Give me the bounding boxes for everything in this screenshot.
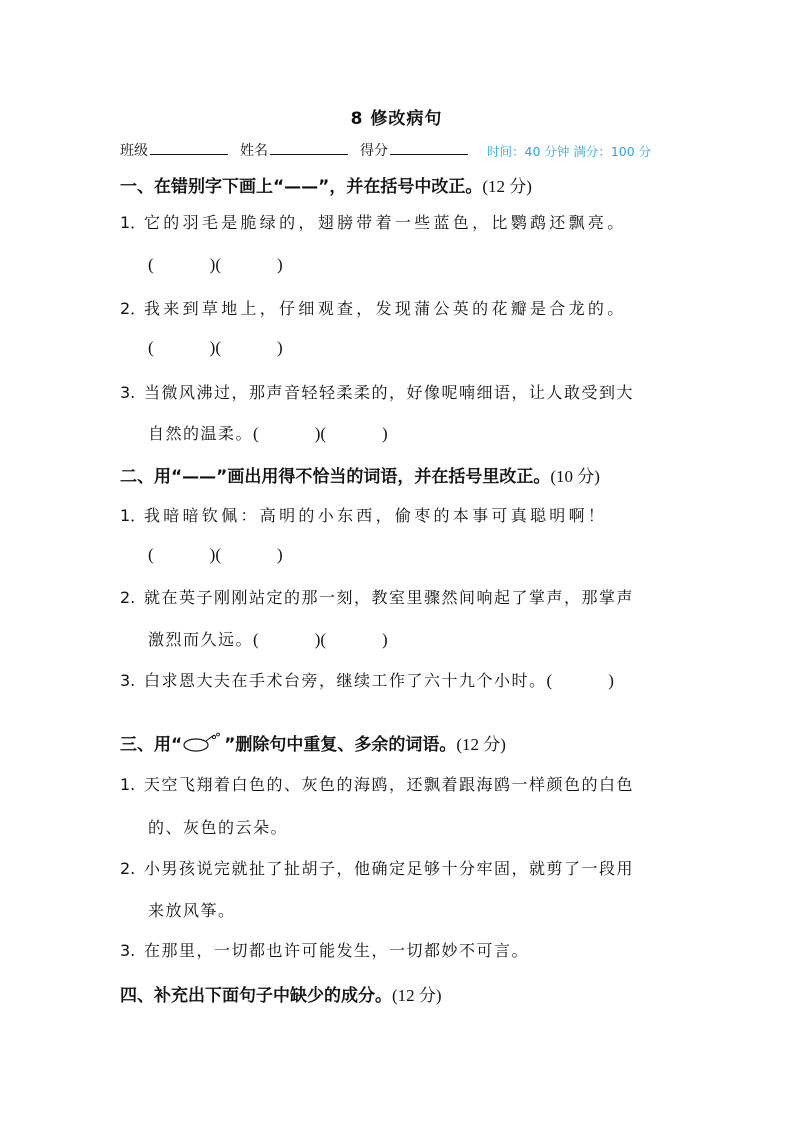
paren-close: ) (277, 545, 283, 564)
page-title: 8 修改病句 (350, 109, 443, 129)
section-3-question-1 (120, 772, 634, 795)
class-field (120, 140, 228, 160)
section-3-question-1-continued: 的、灰色的云朵。 (148, 818, 289, 837)
question-text: 小男孩说完就扯了扯胡子，他确定足够十分牢固，就剪了一段用 (144, 859, 635, 878)
class-label: 班级 (120, 143, 148, 159)
answer-parens[interactable] (253, 630, 388, 649)
question-text: 就在英子刚刚站定的那一刻，教室里骤然间响起了掌声，那掌声 (144, 588, 635, 607)
score-label: 得分 (360, 143, 388, 159)
question-number: 1． (120, 213, 147, 232)
answer-parens[interactable] (148, 545, 283, 565)
paren-close: ) (382, 630, 388, 649)
paren-close: ) (382, 424, 388, 443)
name-field (240, 140, 348, 160)
section-1-question-2 (120, 296, 627, 319)
question-number: 2. (120, 859, 136, 878)
section-2-question-1 (120, 503, 607, 526)
section-2-question-2-continued (148, 627, 388, 650)
paren-open: ( (148, 255, 154, 274)
paren-close: ) (277, 338, 283, 357)
question-number: 1. (120, 775, 136, 794)
section-3-question-2 (120, 856, 634, 879)
answer-parens[interactable] (253, 424, 388, 443)
paren-mid: )( (209, 338, 221, 357)
paren-mid: )( (314, 630, 327, 649)
paren-mid: )( (314, 424, 327, 443)
question-number: 2. (120, 588, 136, 607)
answer-parens[interactable] (547, 671, 614, 690)
section-1-heading-text: 一、在错别字下画上“——”，并在括号中改正。 (120, 177, 483, 197)
class-blank[interactable] (150, 140, 228, 155)
question-text: 当微风沸过，那声音轻轻柔柔的，好像呢喃细语，让人敢受到大 (144, 383, 635, 402)
question-text: 天空飞翔着白色的、灰色的海鸥，还飘着跟海鸥一样颜色的白色 (144, 775, 635, 794)
section-2-score: (10 分) (550, 467, 600, 486)
section-3-heading-text-a: 三、用“ (120, 735, 183, 755)
name-blank[interactable] (270, 140, 348, 155)
paren-close: ) (608, 671, 614, 690)
deletion-mark-icon (182, 732, 224, 754)
section-4-score: (12 分) (392, 986, 442, 1005)
section-1-heading (120, 172, 532, 197)
section-1-question-3-continued (148, 421, 388, 444)
question-number: 3. (120, 383, 136, 402)
paren-close: ) (277, 255, 283, 274)
paren-mid: )( (209, 545, 221, 564)
score-field (360, 140, 468, 160)
question-number: 2． (120, 299, 147, 318)
section-3-question-2-continued: 来放风筝。 (148, 901, 236, 920)
answer-parens[interactable] (148, 338, 283, 358)
question-number: 3. (120, 941, 136, 960)
question-number: 3. (120, 671, 136, 690)
paren-open: ( (253, 424, 259, 443)
question-text: 我暗暗钦佩：高明的小东西，偷枣的本事可真聪明啊！ (144, 506, 608, 525)
section-3-question-3 (120, 938, 529, 961)
name-label: 姓名 (240, 143, 268, 159)
paren-open: ( (148, 545, 154, 564)
section-2-question-3 (120, 668, 614, 691)
time-info: 时间：40 分钟 满分：100 分 (487, 144, 652, 159)
section-4-heading (120, 981, 442, 1006)
paren-mid: )( (209, 255, 221, 274)
section-4-heading-text: 四、补充出下面句子中缺少的成分。 (120, 986, 392, 1006)
paren-open: ( (546, 671, 553, 690)
paren-open: ( (253, 630, 259, 649)
section-3-score: (12 分) (456, 735, 506, 754)
question-text: 我来到草地上，仔细观查，发现蒲公英的花瓣是合龙的。 (144, 299, 627, 318)
section-2-heading-text: 二、用“——”画出用得不恰当的词语，并在括号里改正。 (120, 467, 551, 487)
question-text: 白求恩大夫在手术台旁，继续工作了六十九个小时。 (144, 671, 547, 690)
question-text-continued: 激烈而久远。 (148, 630, 254, 649)
section-2-question-2 (120, 585, 634, 608)
section-3-heading-text-b: ”删除句中重复、多余的词语。 (224, 735, 457, 755)
score-blank[interactable] (390, 140, 468, 155)
section-1-question-3 (120, 380, 634, 403)
section-2-heading (120, 462, 600, 487)
question-text: 它的羽毛是脆绿的，翅膀带着一些蓝色，比鹦鹉还飘亮。 (144, 213, 627, 232)
answer-parens[interactable] (148, 255, 283, 275)
section-3-heading (120, 730, 506, 755)
question-number: 1． (120, 506, 147, 525)
section-1-score: (12 分) (482, 177, 532, 196)
section-1-question-1 (120, 210, 627, 233)
question-text-continued: 自然的温柔。 (148, 424, 254, 443)
paren-open: ( (148, 338, 154, 357)
question-text: 在那里，一切都也许可能发生，一切都妙不可言。 (144, 941, 530, 960)
